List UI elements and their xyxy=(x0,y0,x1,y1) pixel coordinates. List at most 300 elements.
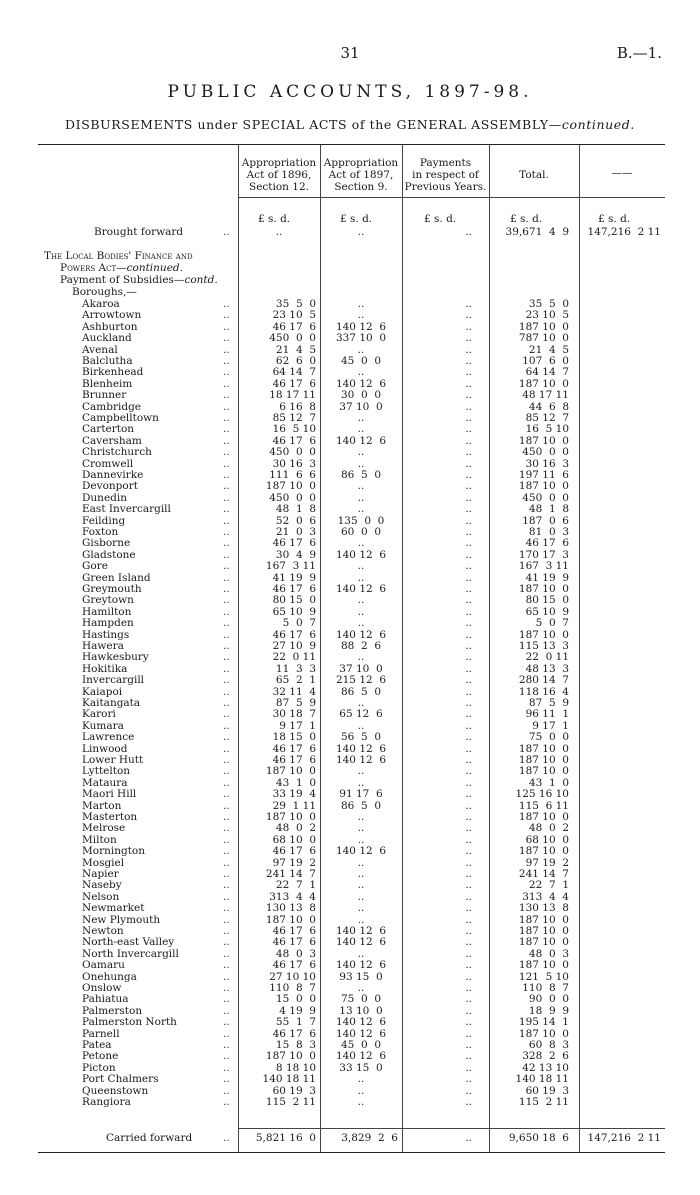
column-header-line: Appropriation xyxy=(323,157,399,169)
amount-total: 81 0 3 xyxy=(528,526,569,538)
amount-1896: 11 3 3 xyxy=(275,662,316,675)
amount-1896: 62 6 0 xyxy=(275,355,316,367)
carried-forward-label: Carried forward xyxy=(106,1132,193,1144)
amount-1896: 130 13 8 xyxy=(265,902,316,915)
amount-previous-years: .. xyxy=(465,457,472,470)
borough-name: Maori Hill xyxy=(82,788,137,801)
amount-previous-years: .. xyxy=(465,332,472,345)
amount-previous-years: .. xyxy=(465,662,472,675)
borough-name: Greytown xyxy=(82,594,134,607)
amount-total: 450 0 0 xyxy=(522,446,569,459)
amount-previous-years: .. xyxy=(465,423,472,436)
amount-previous-years: .. xyxy=(465,571,472,584)
borough-name: Masterton xyxy=(82,811,138,823)
leader-dots: .. xyxy=(223,651,230,664)
amount-1896: 52 0 6 xyxy=(275,514,316,527)
leader-dots: .. xyxy=(223,788,230,801)
leader-dots: .. xyxy=(223,1096,230,1108)
amount-1896: 27 10 10 xyxy=(269,970,316,983)
amount-total: 48 13 3 xyxy=(525,662,569,675)
amount-previous-years: .. xyxy=(465,503,472,516)
amount-1897: .. xyxy=(357,1096,365,1108)
borough-name: Picton xyxy=(82,1061,116,1074)
borough-name: Carterton xyxy=(82,423,135,436)
leader-dots: .. xyxy=(223,605,230,618)
amount-total: 328 2 6 xyxy=(522,1050,569,1063)
amount-total: 187 10 0 xyxy=(518,936,569,949)
leader-dots: .. xyxy=(223,799,230,812)
leader-dots: .. xyxy=(223,845,230,858)
borough-name: Onehunga xyxy=(82,970,137,983)
amount-previous-years: .. xyxy=(465,1004,472,1017)
leader-dots: .. xyxy=(223,423,230,436)
leader-dots: .. xyxy=(223,332,230,345)
borough-name: Lower Hutt xyxy=(82,754,144,766)
amount-1897: 140 12 6 xyxy=(335,1027,387,1040)
amount-total: 187 10 0 xyxy=(518,628,569,641)
header-rule xyxy=(238,197,665,198)
borough-name: Ashburton xyxy=(82,320,138,333)
amount-1896: 35 5 0 xyxy=(275,298,316,310)
column-header-previous-years xyxy=(402,157,489,193)
leader-dots: .. xyxy=(223,640,230,652)
leader-dots: .. xyxy=(223,925,230,937)
leader-dots: .. xyxy=(223,662,230,675)
amount-1896: 65 10 9 xyxy=(272,605,316,618)
leader-dots: .. xyxy=(223,320,230,333)
amount-previous-years: .. xyxy=(465,697,472,709)
brought-forward-total: 39,671 4 9 xyxy=(505,226,569,238)
amount-total: 60 19 3 xyxy=(525,1084,569,1097)
amount-previous-years: .. xyxy=(465,947,472,960)
amount-total: 187 10 0 xyxy=(518,320,569,333)
amount-1896: 46 17 6 xyxy=(272,754,316,766)
amount-total: 187 10 0 xyxy=(518,925,569,937)
leader-dots: .. xyxy=(223,298,230,310)
amount-1896: 187 10 0 xyxy=(265,480,316,493)
amount-previous-years: .. xyxy=(465,868,472,880)
borough-name: Balclutha xyxy=(82,355,133,367)
amount-1896: 115 2 11 xyxy=(265,1096,316,1108)
amount-total: 195 14 1 xyxy=(518,1016,569,1029)
amount-1897: .. xyxy=(357,480,365,493)
amount-1896: 15 0 0 xyxy=(275,993,316,1006)
amount-total: 110 8 7 xyxy=(522,982,569,994)
leader-dots: .. xyxy=(223,1039,230,1051)
amount-1896: 80 15 0 xyxy=(272,594,316,607)
amount-1897: .. xyxy=(357,651,365,664)
amount-1897: 140 12 6 xyxy=(335,1050,387,1063)
amount-previous-years: .. xyxy=(465,298,472,310)
borough-name: Cromwell xyxy=(82,457,134,470)
amount-1896: 60 19 3 xyxy=(272,1084,316,1097)
amount-1897: 140 12 6 xyxy=(335,320,387,333)
amount-previous-years: .. xyxy=(465,708,472,721)
leader-dots: .. xyxy=(223,548,230,561)
amount-total: 16 5 10 xyxy=(525,423,569,436)
amount-total: 280 14 7 xyxy=(518,674,569,687)
amount-previous-years: .. xyxy=(465,491,472,504)
borough-name: Avenal xyxy=(82,343,118,356)
amount-1896: 313 4 4 xyxy=(269,890,316,903)
amount-total: 187 0 6 xyxy=(522,514,569,527)
amount-previous-years: .. xyxy=(465,1073,472,1086)
amount-1897: 93 15 0 xyxy=(339,970,383,983)
amount-previous-years: .. xyxy=(465,799,472,812)
amount-1896: 46 17 6 xyxy=(272,925,316,937)
leader-dots: .. xyxy=(223,537,230,550)
amount-previous-years: .. xyxy=(465,1096,472,1108)
amount-total: 187 10 0 xyxy=(518,480,569,493)
amount-total: 187 10 0 xyxy=(518,742,569,755)
section-heading-continued xyxy=(60,262,183,274)
amount-1897: .. xyxy=(357,491,365,504)
borough-name: Linwood xyxy=(82,742,128,755)
borough-name: Queenstown xyxy=(82,1084,149,1097)
amount-previous-years: .. xyxy=(465,628,472,641)
amount-1896: 6 16 8 xyxy=(279,400,316,413)
amount-1897: .. xyxy=(357,776,365,789)
borough-name: East Invercargill xyxy=(82,503,171,516)
amount-total: 787 10 0 xyxy=(518,332,569,345)
leader-dots: .. xyxy=(223,742,230,755)
amount-previous-years: .. xyxy=(465,469,472,481)
amount-1897: .. xyxy=(357,617,365,630)
amount-previous-years: .. xyxy=(465,776,472,789)
leader-dots: .. xyxy=(223,491,230,504)
borough-name: Parnell xyxy=(82,1027,120,1040)
leader-dots: .. xyxy=(223,1004,230,1017)
leader-dots: .. xyxy=(223,685,230,698)
borough-name: Gladstone xyxy=(82,548,136,561)
leader-dots: .. xyxy=(223,1061,230,1074)
leader-dots: .. xyxy=(223,754,230,766)
amount-total: 170 17 3 xyxy=(518,548,569,561)
amount-previous-years: .. xyxy=(465,355,472,367)
borough-name: Hampden xyxy=(82,617,134,630)
amount-previous-years: .. xyxy=(465,400,472,413)
borough-name: Dunedin xyxy=(82,491,127,504)
amount-1897: .. xyxy=(357,913,365,926)
amount-1897: 140 12 6 xyxy=(335,377,387,390)
amount-total: 187 10 0 xyxy=(518,811,569,823)
leader-dots: .. xyxy=(223,1027,230,1040)
amount-1897: .. xyxy=(357,594,365,607)
amount-1897: .. xyxy=(357,309,365,322)
amount-1896: 29 1 11 xyxy=(272,799,316,812)
amount-1897: .. xyxy=(357,366,365,379)
amount-1897: .. xyxy=(357,298,365,310)
borough-name: Hastings xyxy=(82,628,130,641)
leader-dots: .. xyxy=(223,514,230,527)
amount-total: 42 13 10 xyxy=(522,1061,569,1074)
leader-dots: .. xyxy=(223,343,230,356)
amount-1896: 241 14 7 xyxy=(265,868,316,880)
amount-previous-years: .. xyxy=(465,560,472,573)
amount-total: 197 11 6 xyxy=(518,469,569,481)
amount-1896: 27 10 9 xyxy=(272,640,316,652)
borough-name: Hokitika xyxy=(82,662,128,675)
brought-forward-1896: .. xyxy=(275,226,283,238)
amount-previous-years: .. xyxy=(465,343,472,356)
amount-previous-years: .. xyxy=(465,788,472,801)
amount-1897: .. xyxy=(357,811,365,823)
amount-total: 187 10 0 xyxy=(518,845,569,858)
amount-1897: .. xyxy=(357,1084,365,1097)
amount-total: 41 19 9 xyxy=(525,571,569,584)
amount-total: 22 0 11 xyxy=(525,651,569,664)
brought-forward-col5: 147,216 2 11 xyxy=(587,226,661,238)
leader-dots: .. xyxy=(223,469,230,481)
amount-1896: 30 4 9 xyxy=(275,548,316,561)
amount-total: 90 0 0 xyxy=(528,993,569,1006)
amount-1897: .. xyxy=(357,343,365,356)
borough-name: Brunner xyxy=(82,389,127,402)
amount-total: 5 0 7 xyxy=(535,617,569,630)
amount-1897: 140 12 6 xyxy=(335,434,387,447)
amount-total: 75 0 0 xyxy=(528,731,569,744)
amount-1896: 140 18 11 xyxy=(262,1073,316,1086)
amount-total: 121 5 10 xyxy=(518,970,569,983)
column-header-line: Section 9. xyxy=(334,181,388,193)
amount-previous-years: .. xyxy=(465,320,472,333)
amount-total: 187 10 0 xyxy=(518,1027,569,1040)
amount-total: 107 6 0 xyxy=(522,355,569,367)
borough-name: Palmerston xyxy=(82,1004,143,1017)
leader-dots: .. xyxy=(223,1132,230,1144)
borough-name: Nelson xyxy=(82,890,120,903)
subtitle-main: DISBURSEMENTS under SPECIAL ACTS of the GENERAL ASSEMBLY— xyxy=(65,117,562,132)
amount-total: 35 5 0 xyxy=(528,298,569,310)
amount-1897: 33 15 0 xyxy=(339,1061,383,1074)
amount-total: 97 19 2 xyxy=(525,856,569,869)
amount-1896: 46 17 6 xyxy=(272,537,316,550)
amount-previous-years: .. xyxy=(465,1039,472,1051)
amount-1897: .. xyxy=(357,856,365,869)
leader-dots: .. xyxy=(223,936,230,949)
carried-forward-col5: 147,216 2 11 xyxy=(587,1132,661,1144)
amount-1896: 23 10 5 xyxy=(272,309,316,322)
leader-dots: .. xyxy=(223,560,230,573)
amount-1897: .. xyxy=(357,982,365,994)
leader-dots: .. xyxy=(223,366,230,379)
amount-total: 60 8 3 xyxy=(528,1039,569,1051)
borough-name: Foxton xyxy=(82,526,119,538)
leader-dots: .. xyxy=(223,947,230,960)
amount-1896: 167 3 11 xyxy=(265,560,316,573)
amount-previous-years: .. xyxy=(465,856,472,869)
borough-name: Mataura xyxy=(82,776,128,789)
amount-total: 115 2 11 xyxy=(518,1096,569,1108)
amount-1897: 86 5 0 xyxy=(340,469,382,481)
amount-previous-years: .. xyxy=(465,719,472,732)
borough-name: Kumara xyxy=(82,719,124,732)
amount-1896: 46 17 6 xyxy=(272,377,316,390)
amount-total: 65 10 9 xyxy=(525,605,569,618)
amount-1897: 140 12 6 xyxy=(335,583,387,595)
amount-total: 140 18 11 xyxy=(515,1073,569,1086)
borough-name: Gore xyxy=(82,560,108,573)
amount-previous-years: .. xyxy=(465,959,472,972)
borough-name: Caversham xyxy=(82,434,142,447)
amount-total: 130 13 8 xyxy=(518,902,569,915)
leader-dots: .. xyxy=(223,594,230,607)
amount-1896: 111 6 6 xyxy=(269,469,316,481)
borough-name: Arrowtown xyxy=(82,309,142,322)
amount-1896: 30 18 7 xyxy=(272,708,316,721)
borough-name: Patea xyxy=(82,1039,112,1051)
amount-1897: 86 5 0 xyxy=(340,799,382,812)
subsidies-text: Payment of Subsidies— xyxy=(60,274,185,286)
amount-1896: 43 1 0 xyxy=(275,776,316,789)
amount-1896: 46 17 6 xyxy=(272,845,316,858)
amount-1897: 60 0 0 xyxy=(340,526,382,538)
amount-1897: .. xyxy=(357,423,365,436)
borough-name: Onslow xyxy=(82,982,122,994)
amount-previous-years: .. xyxy=(465,731,472,744)
borough-name: Kaiapoi xyxy=(82,685,123,698)
borough-name: Newmarket xyxy=(82,902,145,915)
column-header-line: Act of 1897, xyxy=(328,169,394,181)
amount-total: 21 4 5 xyxy=(528,343,569,356)
amount-previous-years: .. xyxy=(465,674,472,687)
amount-1896: 48 0 2 xyxy=(275,822,316,835)
amount-previous-years: .. xyxy=(465,526,472,538)
amount-total: 85 12 7 xyxy=(525,412,569,424)
amount-1897: 140 12 6 xyxy=(335,742,387,755)
borough-name: Hawkesbury xyxy=(82,651,149,664)
amount-total: 115 13 3 xyxy=(518,640,569,652)
leader-dots: .. xyxy=(223,959,230,972)
column-header-line: Act of 1896, xyxy=(246,169,312,181)
borough-name: Naseby xyxy=(82,879,122,892)
amount-previous-years: .. xyxy=(465,890,472,903)
amount-total: 187 10 0 xyxy=(518,913,569,926)
amount-previous-years: .. xyxy=(465,1061,472,1074)
amount-1896: 46 17 6 xyxy=(272,742,316,755)
amount-1897: 30 0 0 xyxy=(340,389,382,402)
amount-1896: 4 19 9 xyxy=(279,1004,316,1017)
amount-1897: 140 12 6 xyxy=(335,548,387,561)
leader-dots: .. xyxy=(223,674,230,687)
leader-dots: .. xyxy=(223,856,230,869)
contd-mark: contd. xyxy=(184,274,218,286)
amount-previous-years: .. xyxy=(465,879,472,892)
borough-name: Mosgiel xyxy=(82,856,125,869)
brought-forward-label: Brought forward xyxy=(94,226,184,238)
amount-1897: .. xyxy=(357,560,365,573)
unit-label: £ s. d. xyxy=(598,213,631,225)
amount-total: 44 6 8 xyxy=(528,400,569,413)
amount-total: 313 4 4 xyxy=(522,890,569,903)
leader-dots: .. xyxy=(223,811,230,823)
leader-dots: .. xyxy=(223,389,230,402)
amount-total: 48 17 11 xyxy=(522,389,569,402)
document-reference: B.—1. xyxy=(616,44,662,62)
borough-name: Dannevirke xyxy=(82,469,144,481)
amount-1896: 187 10 0 xyxy=(265,765,316,778)
borough-name: Blenheim xyxy=(82,377,133,390)
column-header-blank: —— xyxy=(611,167,633,179)
column-header-line: Appropriation xyxy=(241,157,317,169)
borough-name: Devonport xyxy=(82,480,138,493)
leader-dots: .. xyxy=(223,982,230,994)
amount-1896: 22 0 11 xyxy=(272,651,316,664)
amount-1897: .. xyxy=(357,1073,365,1086)
amount-1897: 37 10 0 xyxy=(339,662,383,675)
amount-1897: 140 12 6 xyxy=(335,754,387,766)
amount-previous-years: .. xyxy=(465,548,472,561)
amount-previous-years: .. xyxy=(465,822,472,835)
borough-name: Akaroa xyxy=(82,298,120,310)
amount-1896: 5 0 7 xyxy=(282,617,316,630)
amount-1896: 16 5 10 xyxy=(272,423,316,436)
leader-dots: .. xyxy=(223,355,230,367)
amount-1896: 64 14 7 xyxy=(272,366,316,379)
amount-previous-years: .. xyxy=(465,389,472,402)
amount-1897: .. xyxy=(357,719,365,732)
amount-1897: 45 0 0 xyxy=(340,355,382,367)
amount-1896: 33 19 4 xyxy=(272,788,316,801)
borough-name: Lawrence xyxy=(82,731,135,744)
amount-total: 167 3 11 xyxy=(518,560,569,573)
amount-1897: 140 12 6 xyxy=(335,936,387,949)
leader-dots: .. xyxy=(223,412,230,424)
amount-1897: .. xyxy=(357,947,365,960)
leader-dots: .. xyxy=(223,822,230,835)
amount-1896: 15 8 3 xyxy=(275,1039,316,1051)
amount-total: 241 14 7 xyxy=(518,868,569,880)
amount-previous-years: .. xyxy=(465,845,472,858)
leader-dots: .. xyxy=(223,226,230,238)
amount-previous-years: .. xyxy=(465,617,472,630)
amount-previous-years: .. xyxy=(465,685,472,698)
amount-1896: 97 19 2 xyxy=(272,856,316,869)
amount-previous-years: .. xyxy=(465,594,472,607)
carried-forward-1897: 3,829 2 6 xyxy=(341,1132,398,1144)
amount-1897: .. xyxy=(357,412,365,424)
borough-name: North-east Valley xyxy=(82,936,175,949)
amount-total: 118 16 4 xyxy=(518,685,569,698)
leader-dots: .. xyxy=(223,503,230,516)
amount-1897: 135 0 0 xyxy=(337,514,385,527)
amount-1896: 21 4 5 xyxy=(275,343,316,356)
leader-dots: .. xyxy=(223,571,230,584)
leader-dots: .. xyxy=(223,902,230,915)
amount-1897: .. xyxy=(357,503,365,516)
amount-total: 115 6 11 xyxy=(518,799,569,812)
leader-dots: .. xyxy=(223,970,230,983)
column-header-line: Section 12. xyxy=(249,181,309,193)
amount-1896: 46 17 6 xyxy=(272,434,316,447)
leader-dots: .. xyxy=(223,868,230,880)
amount-1896: 41 19 9 xyxy=(272,571,316,584)
leader-dots: .. xyxy=(223,719,230,732)
leader-dots: .. xyxy=(223,913,230,926)
amount-1896: 85 12 7 xyxy=(272,412,316,424)
amount-1897: .. xyxy=(357,868,365,880)
borough-name: Feilding xyxy=(82,514,126,527)
amount-1897: .. xyxy=(357,822,365,835)
amount-previous-years: .. xyxy=(465,309,472,322)
amount-1896: 450 0 0 xyxy=(269,491,316,504)
unit-label: £ s. d. xyxy=(424,213,457,225)
continued-mark: continued. xyxy=(126,262,183,274)
amount-1897: 65 12 6 xyxy=(339,708,383,721)
leader-dots: .. xyxy=(223,1050,230,1063)
amount-total: 48 0 3 xyxy=(528,947,569,960)
amount-1897: 13 10 0 xyxy=(339,1004,383,1017)
